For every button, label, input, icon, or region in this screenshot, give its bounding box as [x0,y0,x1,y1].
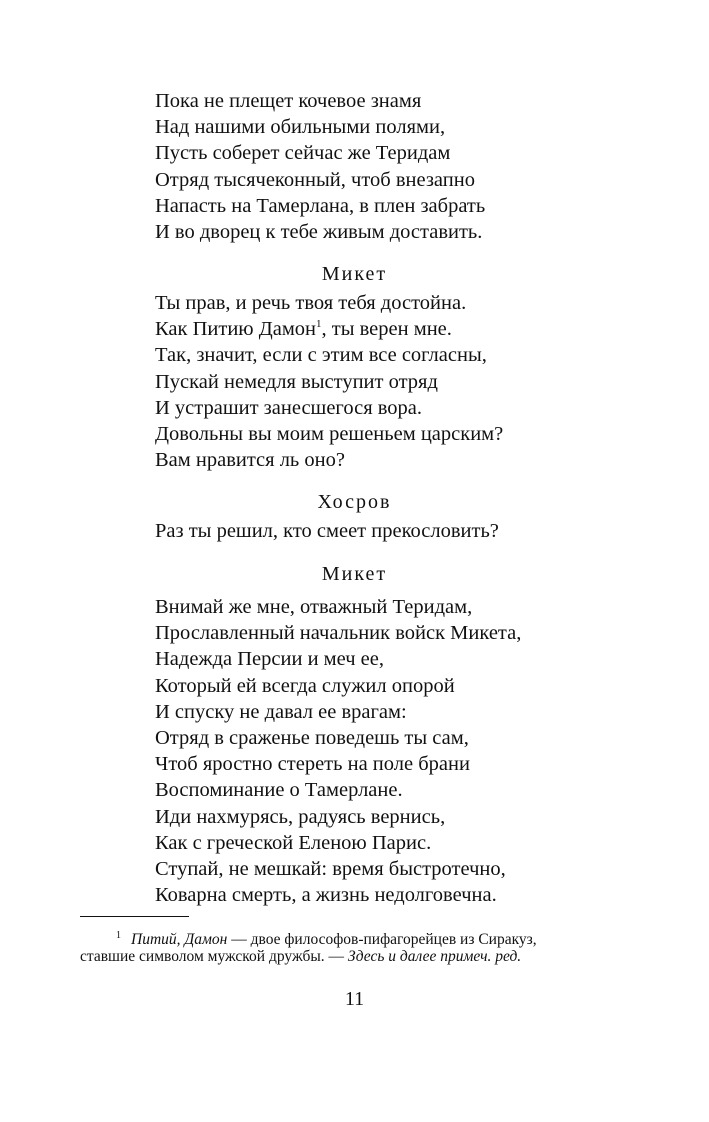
verse-line: Ступай, не мешкай: время быстротечно, [155,858,506,881]
stanza-2 [155,290,675,473]
verse-line: Чтоб яростно стереть на поле брани [155,753,470,776]
footnote-names: Питий, Дамон [131,931,228,949]
stanza-4 [155,594,675,908]
verse-line: Ты прав, и речь твоя тебя достойна. [155,292,467,314]
verse-text: , ты верен мне. [321,318,452,341]
footnote-editor-note: Здесь и далее примеч. ред. [347,948,522,965]
verse-line: Надежда Персии и меч ее, [155,648,384,671]
verse-line: Пусть соберет сейчас же Теридам [155,142,451,165]
footnote-text: ставшие символом мужской дружбы. — [80,948,348,965]
verse-line: Раз ты решил, кто смеет прекословить? [155,520,499,542]
verse-text: Как Питию Дамон [155,318,317,341]
speaker-name: Микет [321,263,388,285]
verse-line: Отряд тысячеконный, чтоб внезапно [155,168,475,191]
verse-line: Пока не плещет кочевое знамя [155,90,422,112]
footnote-reference: 1 [316,318,322,331]
footnote-divider [80,916,189,917]
verse-line [155,316,675,342]
speaker-name: Микет [321,563,388,585]
stanza-1 [155,88,675,245]
verse-line: Прославленный начальник войск Микета, [155,622,522,645]
verse-line: Напасть на Тамерлана, в плен забрать [155,194,486,217]
footnote-mark: 1 [116,930,121,941]
speaker-name: Хосров [317,491,392,513]
verse-line: И устрашит занесшегося вора. [155,396,423,419]
verse-line: Который ей всегда служил опорой [155,674,455,697]
verse-line: Внимай же мне, отважный Теридам, [155,596,473,618]
verse-line: Коварна смерть, а жизнь недолговечна. [155,884,497,907]
verse-line: Отряд в сраженье поведешь ты сам, [155,727,469,750]
verse-line: Так, значит, если с этим все согласны, [155,344,487,367]
verse-line: Иди нахмурясь, радуясь вернись, [155,805,446,828]
footnote-text: — двое философов-пифагорейцев из Сиракуз, [227,931,537,949]
page-number: 11 [344,988,365,1010]
verse-line: Вам нравится ль оно? [155,449,345,472]
footnote-line [80,946,640,967]
verse-line: Воспоминание о Тамерлане. [155,779,403,802]
verse-line: Как с греческой Еленою Парис. [155,831,432,854]
verse-line: Довольны вы моим решеньем царским? [155,423,504,446]
verse-line: И во дворец к тебе живым доставить. [155,221,483,244]
verse-line: И спуску не давал ее врагам: [155,700,407,723]
stanza-3 [155,518,675,544]
verse-line: Пускай немедля выступит отряд [155,370,438,393]
verse-line: Над нашими обильными полями, [155,116,446,139]
